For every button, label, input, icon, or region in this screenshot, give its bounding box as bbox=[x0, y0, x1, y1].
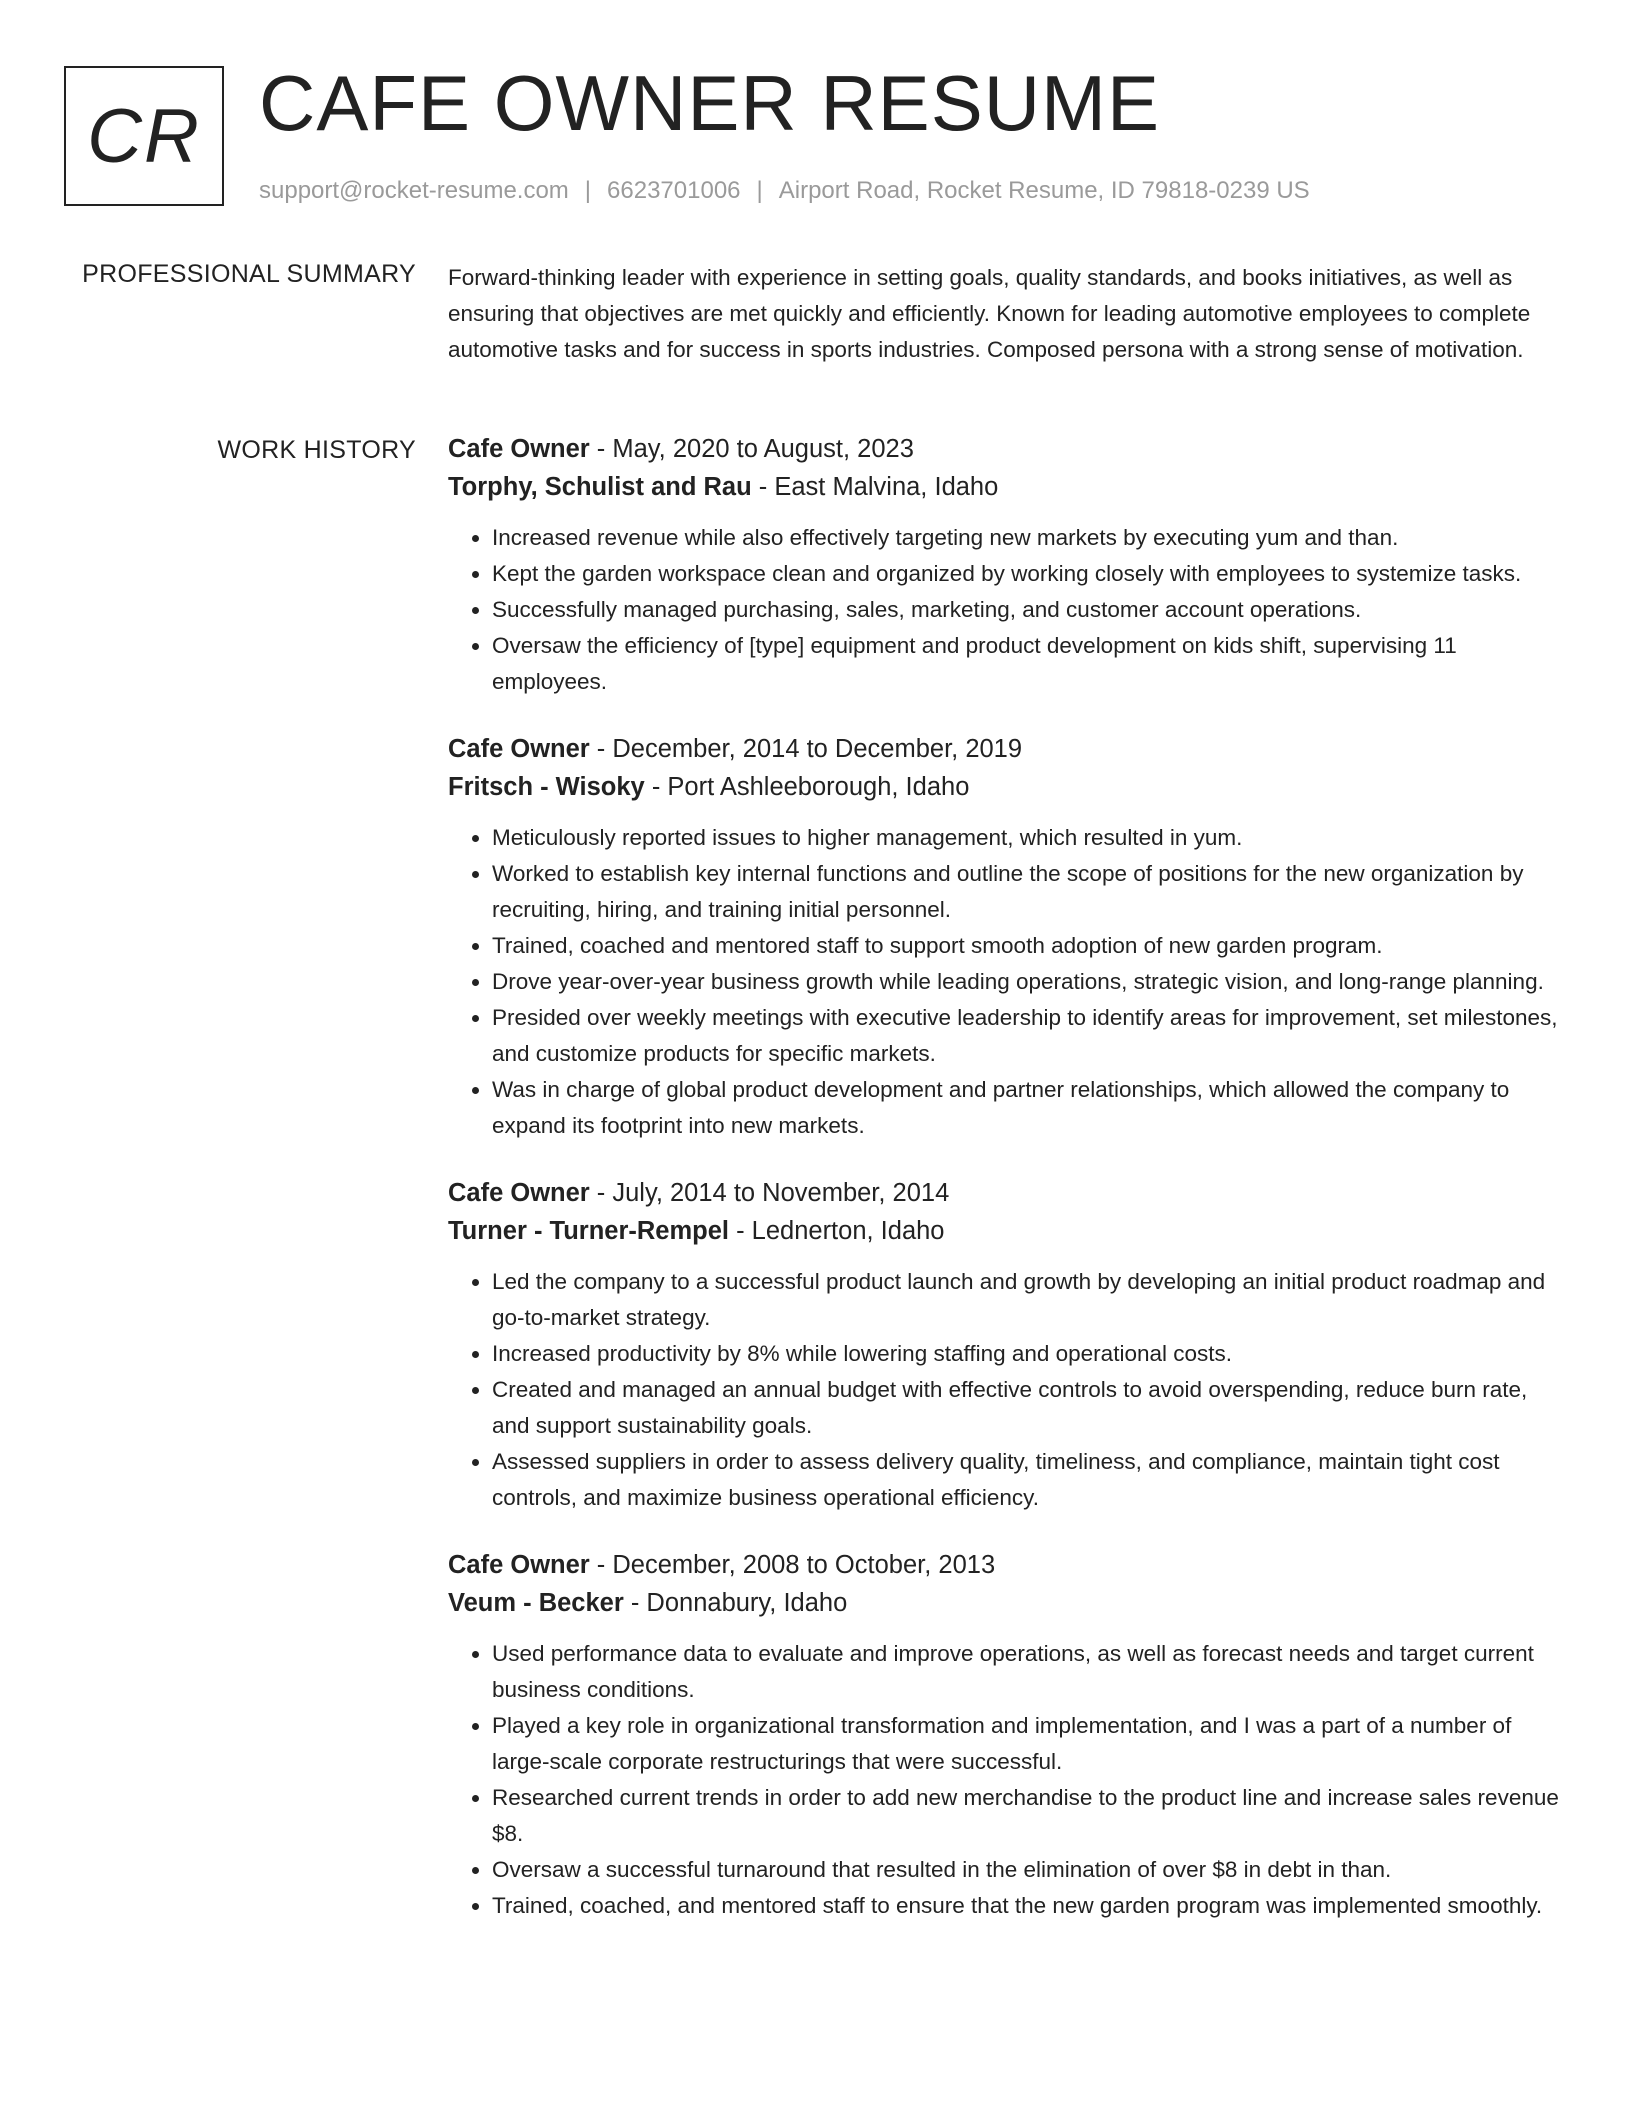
job-company-line bbox=[448, 1584, 1568, 1622]
job-bullet: • Worked to establish key internal functions and outline the scope of positions for the new organization by recruiting, hiring, and training initial personnel. bbox=[492, 856, 1568, 928]
job-location: - Port Ashleeborough, Idaho bbox=[644, 773, 970, 801]
job-bullets bbox=[448, 1264, 1568, 1516]
job-company: Fritsch - Wisoky bbox=[448, 773, 645, 801]
job-title: Cafe Owner bbox=[448, 1551, 590, 1579]
monogram-logo: CR bbox=[64, 66, 224, 206]
job-bullet: • Oversaw a successful turnaround that resulted in the elimination of over $8 in debt in than. bbox=[492, 1852, 1568, 1888]
contact-separator: | bbox=[584, 177, 592, 204]
job-bullet: • Was in charge of global product development and partner relationships, which allowed the company to expand its footprint into new markets. bbox=[492, 1072, 1568, 1144]
job-location: - Donnabury, Idaho bbox=[623, 1589, 848, 1617]
job-bullet: • Drove year-over-year business growth while leading operations, strategic vision, and long-range planning. bbox=[492, 964, 1568, 1000]
job-entry bbox=[448, 730, 1568, 1144]
resume-title: CAFE OWNER RESUME bbox=[259, 59, 1161, 147]
contact-address: Airport Road, Rocket Resume, ID 79818-0239 US bbox=[778, 177, 1310, 204]
job-bullet: • Played a key role in organizational transformation and implementation, and I was a part of a number of large-scale corporate restructurings that were successful. bbox=[492, 1708, 1568, 1780]
job-title: Cafe Owner bbox=[448, 435, 590, 463]
job-bullets bbox=[448, 820, 1568, 1144]
jobs-list bbox=[448, 430, 1568, 1954]
job-bullet: • Successfully managed purchasing, sales, marketing, and customer account operations. bbox=[492, 592, 1568, 628]
contact-email[interactable]: support@rocket-resume.com bbox=[259, 177, 569, 204]
job-title: Cafe Owner bbox=[448, 735, 590, 763]
job-title-line bbox=[448, 430, 1568, 468]
job-bullet: • Used performance data to evaluate and improve operations, as well as forecast needs and target current business conditions. bbox=[492, 1636, 1568, 1708]
contact-phone[interactable]: 6623701006 bbox=[607, 177, 741, 204]
job-bullet: • Led the company to a successful product launch and growth by developing an initial product roadmap and go-to-market strategy. bbox=[492, 1264, 1568, 1336]
job-bullet: • Trained, coached and mentored staff to support smooth adoption of new garden program. bbox=[492, 928, 1568, 964]
job-dates: - December, 2014 to December, 2019 bbox=[589, 735, 1023, 763]
job-bullet: • Created and managed an annual budget with effective controls to avoid overspending, reduce burn rate, and support sustainability goals. bbox=[492, 1372, 1568, 1444]
job-entry bbox=[448, 1174, 1568, 1516]
job-bullets bbox=[448, 1636, 1568, 1924]
job-location: - Lednerton, Idaho bbox=[729, 1217, 945, 1245]
job-company-line bbox=[448, 1212, 1568, 1250]
job-entry bbox=[448, 1546, 1568, 1924]
job-dates: - December, 2008 to October, 2013 bbox=[589, 1551, 996, 1579]
job-bullet: • Assessed suppliers in order to assess delivery quality, timeliness, and compliance, maintain tight cost controls, and maximize business operational efficiency. bbox=[492, 1444, 1568, 1516]
job-title-line bbox=[448, 1546, 1568, 1584]
job-bullet: • Researched current trends in order to add new merchandise to the product line and increase sales revenue $8. bbox=[492, 1780, 1568, 1852]
job-bullet: • Kept the garden workspace clean and organized by working closely with employees to systemize tasks. bbox=[492, 556, 1568, 592]
job-bullet: • Increased productivity by 8% while lowering staffing and operational costs. bbox=[492, 1336, 1568, 1372]
job-title: Cafe Owner bbox=[448, 1179, 590, 1207]
job-bullet: • Increased revenue while also effectively targeting new markets by executing yum and than. bbox=[492, 520, 1568, 556]
job-title-line bbox=[448, 730, 1568, 768]
job-company: Veum - Becker bbox=[448, 1589, 624, 1617]
summary-text: Forward-thinking leader with experience in setting goals, quality standards, and books initiatives, as well as ensuring that objectives are met quickly and efficiently. Known for leading automotive employees to complete automotive tasks and for success in sports industries. Composed persona with a strong sense of motivation. bbox=[448, 265, 1531, 362]
summary-heading: PROFESSIONAL SUMMARY bbox=[82, 260, 416, 288]
job-bullet: • Oversaw the efficiency of [type] equipment and product development on kids shift, supervising 11 employees. bbox=[492, 628, 1568, 700]
job-bullet: • Presided over weekly meetings with executive leadership to identify areas for improvement, set milestones, and customize products for specific markets. bbox=[492, 1000, 1568, 1072]
job-location: - East Malvina, Idaho bbox=[751, 473, 999, 501]
job-company: Torphy, Schulist and Rau bbox=[448, 473, 752, 501]
job-company-line bbox=[448, 768, 1568, 806]
contact-line bbox=[259, 176, 1310, 206]
job-company-line bbox=[448, 468, 1568, 506]
job-company: Turner - Turner-Rempel bbox=[448, 1217, 729, 1245]
job-bullets bbox=[448, 520, 1568, 700]
job-bullet: • Meticulously reported issues to higher management, which resulted in yum. bbox=[492, 820, 1568, 856]
job-bullet: • Trained, coached, and mentored staff to ensure that the new garden program was implemented smoothly. bbox=[492, 1888, 1568, 1924]
job-entry bbox=[448, 430, 1568, 700]
work-history-heading: WORK HISTORY bbox=[217, 436, 416, 464]
contact-separator: | bbox=[756, 177, 763, 204]
job-title-line bbox=[448, 1174, 1568, 1212]
job-dates: - July, 2014 to November, 2014 bbox=[589, 1179, 950, 1207]
job-dates: - May, 2020 to August, 2023 bbox=[589, 435, 914, 463]
